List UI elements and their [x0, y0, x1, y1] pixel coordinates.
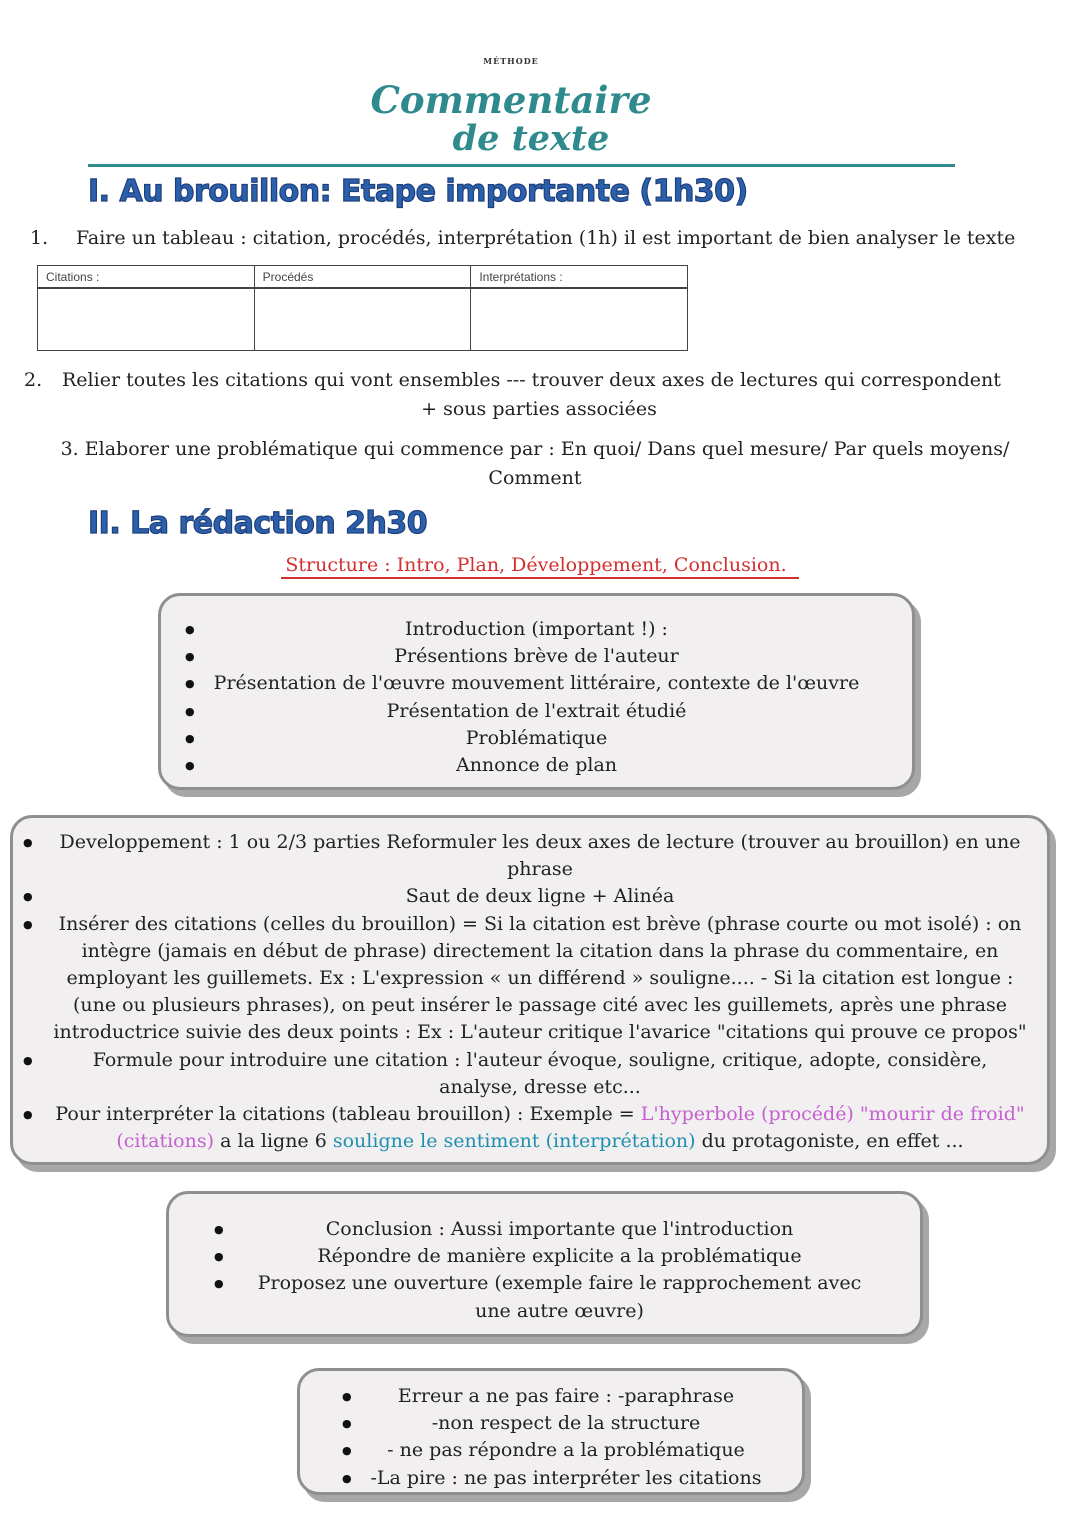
step-2-line-2: + sous parties associées	[421, 398, 657, 420]
example-end: du protagoniste, en effet ...	[695, 1130, 964, 1153]
example-lead: Pour interpréter la citations (tableau brouillon) : Exemple =	[55, 1103, 641, 1126]
list-item: ● Introduction (important !) :	[161, 616, 912, 643]
structure-text: Structure : Intro, Plan, Développement, Conclusion.	[281, 554, 798, 579]
step-2-number: 2.	[24, 369, 43, 391]
example-citation: "mourir de froid" (citations)	[116, 1103, 1025, 1153]
introduction-box	[158, 593, 915, 790]
section2-heading: II. La rédaction 2h30	[88, 506, 428, 541]
step-3-line-2: Comment	[488, 467, 582, 489]
conclusion-box	[166, 1191, 923, 1337]
step-1	[30, 224, 1070, 253]
section1-heading: I. Au brouillon: Etape importante (1h30)	[88, 174, 748, 209]
errors-box	[297, 1368, 805, 1495]
list-item: ● Répondre de manière explicite a la problématique	[169, 1243, 920, 1270]
step-3-line-1: Elaborer une problématique qui commence par : En quoi/ Dans quel mesure/ Par quels moyens/	[84, 438, 1010, 460]
table-cell	[38, 288, 255, 351]
table-header-procedes: Procédés	[254, 266, 471, 289]
list-item: ● Problématique	[161, 725, 912, 752]
list-item: ● -La pire : ne pas interpréter les citations	[300, 1465, 802, 1492]
table-cell	[254, 288, 471, 351]
list-item: ● Erreur a ne pas faire : -paraphrase	[300, 1383, 802, 1410]
list-item: ● -non respect de la structure	[300, 1410, 802, 1437]
list-item: ● Proposez une ouverture (exemple faire le rapprochement avec une autre œuvre)	[169, 1270, 920, 1324]
list-item: ● Annonce de plan	[161, 752, 912, 779]
title-line-2: de texte	[452, 118, 610, 159]
example-mid: a la ligne 6	[214, 1130, 333, 1153]
step-1-number: 1.	[30, 227, 49, 249]
list-item: ● Présentions brève de l'auteur	[161, 643, 912, 670]
example-item	[13, 1101, 1047, 1155]
step-1-text: Faire un tableau : citation, procédés, interprétation (1h) il est important de bien analyser le texte	[76, 227, 1016, 249]
list-item: ● Developpement : 1 ou 2/3 parties Reformuler les deux axes de lecture (trouver au brouillon) en une phrase	[13, 829, 1047, 883]
page-kicker: MÉTHODE	[483, 56, 539, 66]
step-2	[24, 366, 1054, 424]
table-header-citations: Citations :	[38, 266, 255, 289]
list-item: ● Saut de deux ligne + Alinéa	[13, 883, 1047, 910]
step-2-line-1: Relier toutes les citations qui vont ensembles --- trouver deux axes de lectures qui correspondent	[62, 369, 1001, 391]
list-item: ● Insérer des citations (celles du brouillon) = Si la citation est brève (phrase courte ou mot isolé) : on intègre (jamais en début de phrase) directement la citation dans la phrase du commentaire, en employant les guillemets. Ex : L'expression « un différend » souligne.... - Si la citation est longue : (une ou plusieurs phrases), on peut insérer le passage cité avec les guillemets, après une phrase introductrice suivie des deux points : Ex : L'auteur critique l'avarice "citations qui prouve ce propos"	[13, 911, 1047, 1047]
list-item: ● Conclusion : Aussi importante que l'introduction	[169, 1216, 920, 1243]
title-divider	[88, 164, 955, 167]
table-header-interpretations: Interprétations :	[471, 266, 688, 289]
step-3	[30, 435, 1040, 493]
development-box	[10, 815, 1050, 1165]
list-item: ● Présentation de l'extrait étudié	[161, 698, 912, 725]
list-item: ● Présentation de l'œuvre mouvement littéraire, contexte de l'œuvre	[161, 670, 912, 697]
example-procede: L'hyperbole (procédé)	[640, 1103, 854, 1126]
table-cell	[471, 288, 688, 351]
structure-line	[0, 554, 1080, 579]
example-interpretation: souligne le sentiment (interprétation)	[332, 1130, 696, 1153]
step-3-number: 3.	[60, 438, 79, 460]
list-item: ● - ne pas répondre a la problématique	[300, 1437, 802, 1464]
title-line-1: Commentaire	[370, 78, 652, 122]
analysis-table	[37, 265, 688, 351]
list-item: ● Formule pour introduire une citation : l'auteur évoque, souligne, critique, adopte, considère, analyse, dresse etc...	[13, 1047, 1047, 1101]
